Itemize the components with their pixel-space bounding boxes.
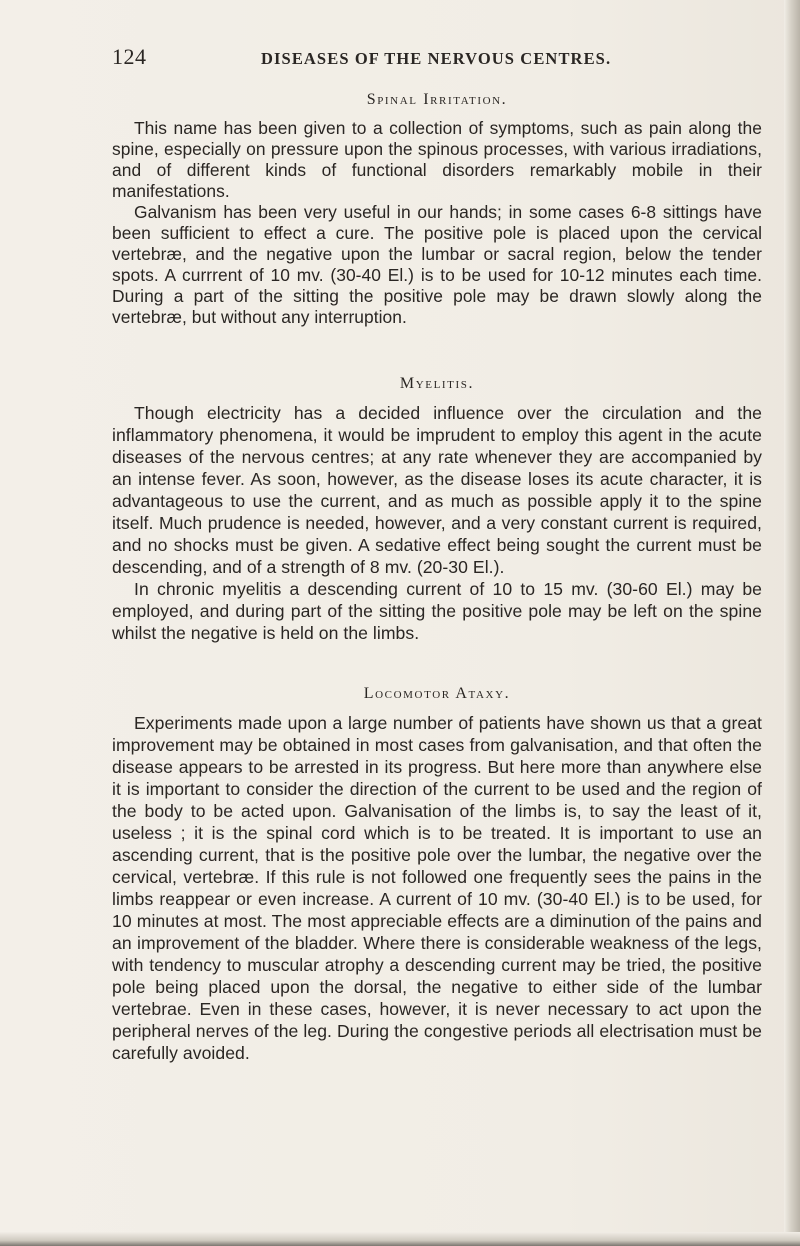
page-body [112,90,762,1064]
section-spinal-irritation [112,90,762,328]
paragraph: In chronic myelitis a descending current of 10 to 15 mv. (30-60 El.) may be employed, and during part of the sitting the positive pole may be left on the spine whilst the negative is held on the limbs. [112,579,762,643]
page-header [112,44,762,74]
section-myelitis [112,374,762,644]
paragraph: Galvanism has been very useful in our hands; in some cases 6-8 sittings have been sufficient to effect a cure. The positive pole is placed upon the cervical vertebræ, and the negative upon the lumbar or sacral region, below the tender spots. A currrent of 10 mv. (30-40 El.) is to be used for 10-12 minutes each time. During a part of the sitting the positive pole may be drawn slowly along the vertebræ, but without any interruption. [112,202,762,327]
page-edge-shadow [784,0,800,1246]
section-heading: Myelitis. [399,375,475,392]
running-head: DISEASES OF THE NERVOUS CENTRES. [261,49,612,68]
section-locomotor-ataxy [112,684,762,1064]
paragraph: Though electricity has a decided influence over the circulation and the inflammatory phenomena, it would be imprudent to employ this agent in the acute diseases of the nervous centres; at any rate whenever they are accompanied by an intense fever. As soon, however, as the disease loses its acute character, it is advantageous to use the current, and as much as possible apply it to the spine itself. Much prudence is needed, however, and a very constant current is required, and no shocks must be given. A sedative effect being sought the current must be descending, and of a strength of 8 mv. (20-30 El.). [112,403,762,577]
section-heading: Locomotor Ataxy. [363,685,511,702]
paragraph: Experiments made upon a large number of patients have shown us that a great improvement may be obtained in most cases from galvanisation, and that often the disease appears to be arrested in its progress. But here more than anywhere else it is important to consider the direction of the current to be used and the region of the body to be acted upon. Galvanisation of the limbs is, to say the least of it, useless ; it is the spinal cord which is to be treated. It is important to use an ascending current, that is the positive pole over the lumbar, the negative over the cervical, vertebræ. If this rule is not followed one frequently sees the pains in the limbs reappear or even increase. A current of 10 mv. (30-40 El.) is to be used, for 10 minutes at most. The most appreciable effects are a diminution of the pains and an improvement of the bladder. Where there is considerable weakness of the legs, with tendency to muscular atrophy a descending current may be tried, the positive pole being placed upon the dorsal, the negative to either side of the lumbar vertebrae. Even in these cases, however, it is never necessary to act upon the peripheral nerves of the leg. During the congestive periods all electrisation must be carefully avoided. [112,713,762,1063]
page-bottom-shadow [0,1232,800,1246]
paragraph: This name has been given to a collection of symptoms, such as pain along the spine, especially on pressure upon the spinous processes, with various irradiations, and of different kinds of functional disorders remarkably mobile in their manifestations. [112,118,762,201]
section-heading: Spinal Irritation. [366,91,508,108]
page-number: 124 [112,44,147,69]
